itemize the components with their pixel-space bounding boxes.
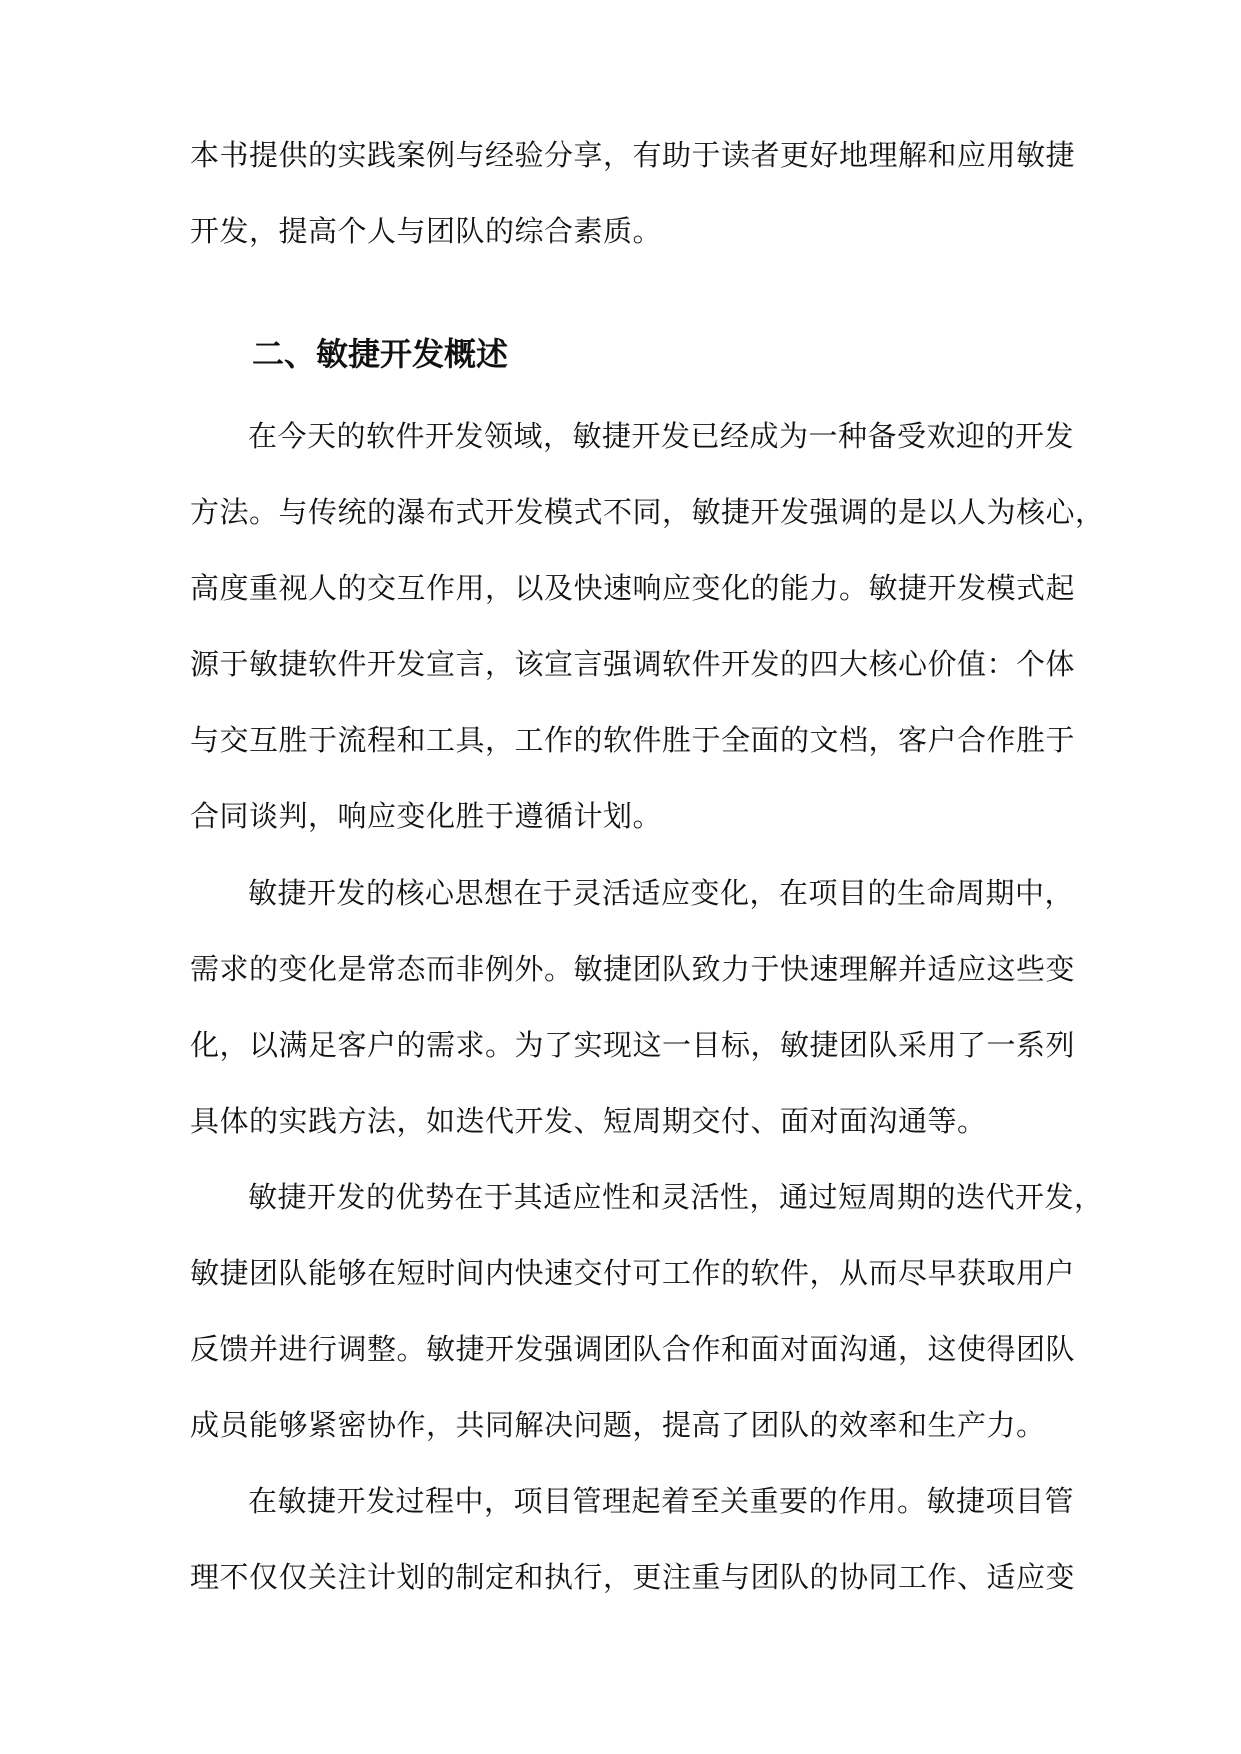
section-heading: 二、敏捷开发概述 [252,335,509,373]
paragraph-line: 与交互胜于流程和工具，工作的软件胜于全面的文档，客户合作胜于 [190,723,1076,757]
paragraph-line: 敏捷开发的优势在于其适应性和灵活性，通过短周期的迭代开发， [248,1180,1104,1214]
paragraph-line: 在今天的软件开发领域，敏捷开发已经成为一种备受欢迎的开发 [248,419,1075,453]
paragraph-line: 理不仅仅关注计划的制定和执行，更注重与团队的协同工作、适应变 [190,1560,1076,1594]
paragraph-line: 方法。与传统的瀑布式开发模式不同，敏捷开发强调的是以人为核心， [190,495,1105,529]
paragraph-line: 开发，提高个人与团队的综合素质。 [190,214,663,248]
paragraph-3 [190,1159,1104,1463]
paragraph-line: 高度重视人的交互作用，以及快速响应变化的能力。敏捷开发模式起 [190,571,1076,605]
paragraph-4 [190,1463,1076,1615]
paragraph-line: 化，以满足客户的需求。为了实现这一目标，敏捷团队采用了一系列 [190,1028,1076,1062]
paragraph-line: 反馈并进行调整。敏捷开发强调团队合作和面对面沟通，这使得团队 [190,1332,1076,1366]
paragraph-line: 具体的实践方法，如迭代开发、短周期交付、面对面沟通等。 [190,1104,987,1138]
paragraph-line: 敏捷开发的核心思想在于灵活适应变化，在项目的生命周期中， [248,876,1075,910]
paragraph-line: 成员能够紧密协作，共同解决问题，提高了团队的效率和生产力。 [190,1408,1046,1442]
paragraph-line: 源于敏捷软件开发宣言，该宣言强调软件开发的四大核心价值：个体 [190,647,1076,681]
paragraph-line: 敏捷团队能够在短时间内快速交付可工作的软件，从而尽早获取用户 [190,1256,1076,1290]
paragraph-line: 合同谈判，响应变化胜于遵循计划。 [190,799,663,833]
paragraph-line: 需求的变化是常态而非例外。敏捷团队致力于快速理解并适应这些变 [190,952,1076,986]
paragraph-line: 本书提供的实践案例与经验分享，有助于读者更好地理解和应用敏捷 [190,138,1076,172]
paragraph-1 [190,398,1105,854]
paragraph-2 [190,855,1076,1159]
paragraph-line: 在敏捷开发过程中，项目管理起着至关重要的作用。敏捷项目管 [248,1484,1075,1518]
intro-paragraph [190,117,1076,269]
